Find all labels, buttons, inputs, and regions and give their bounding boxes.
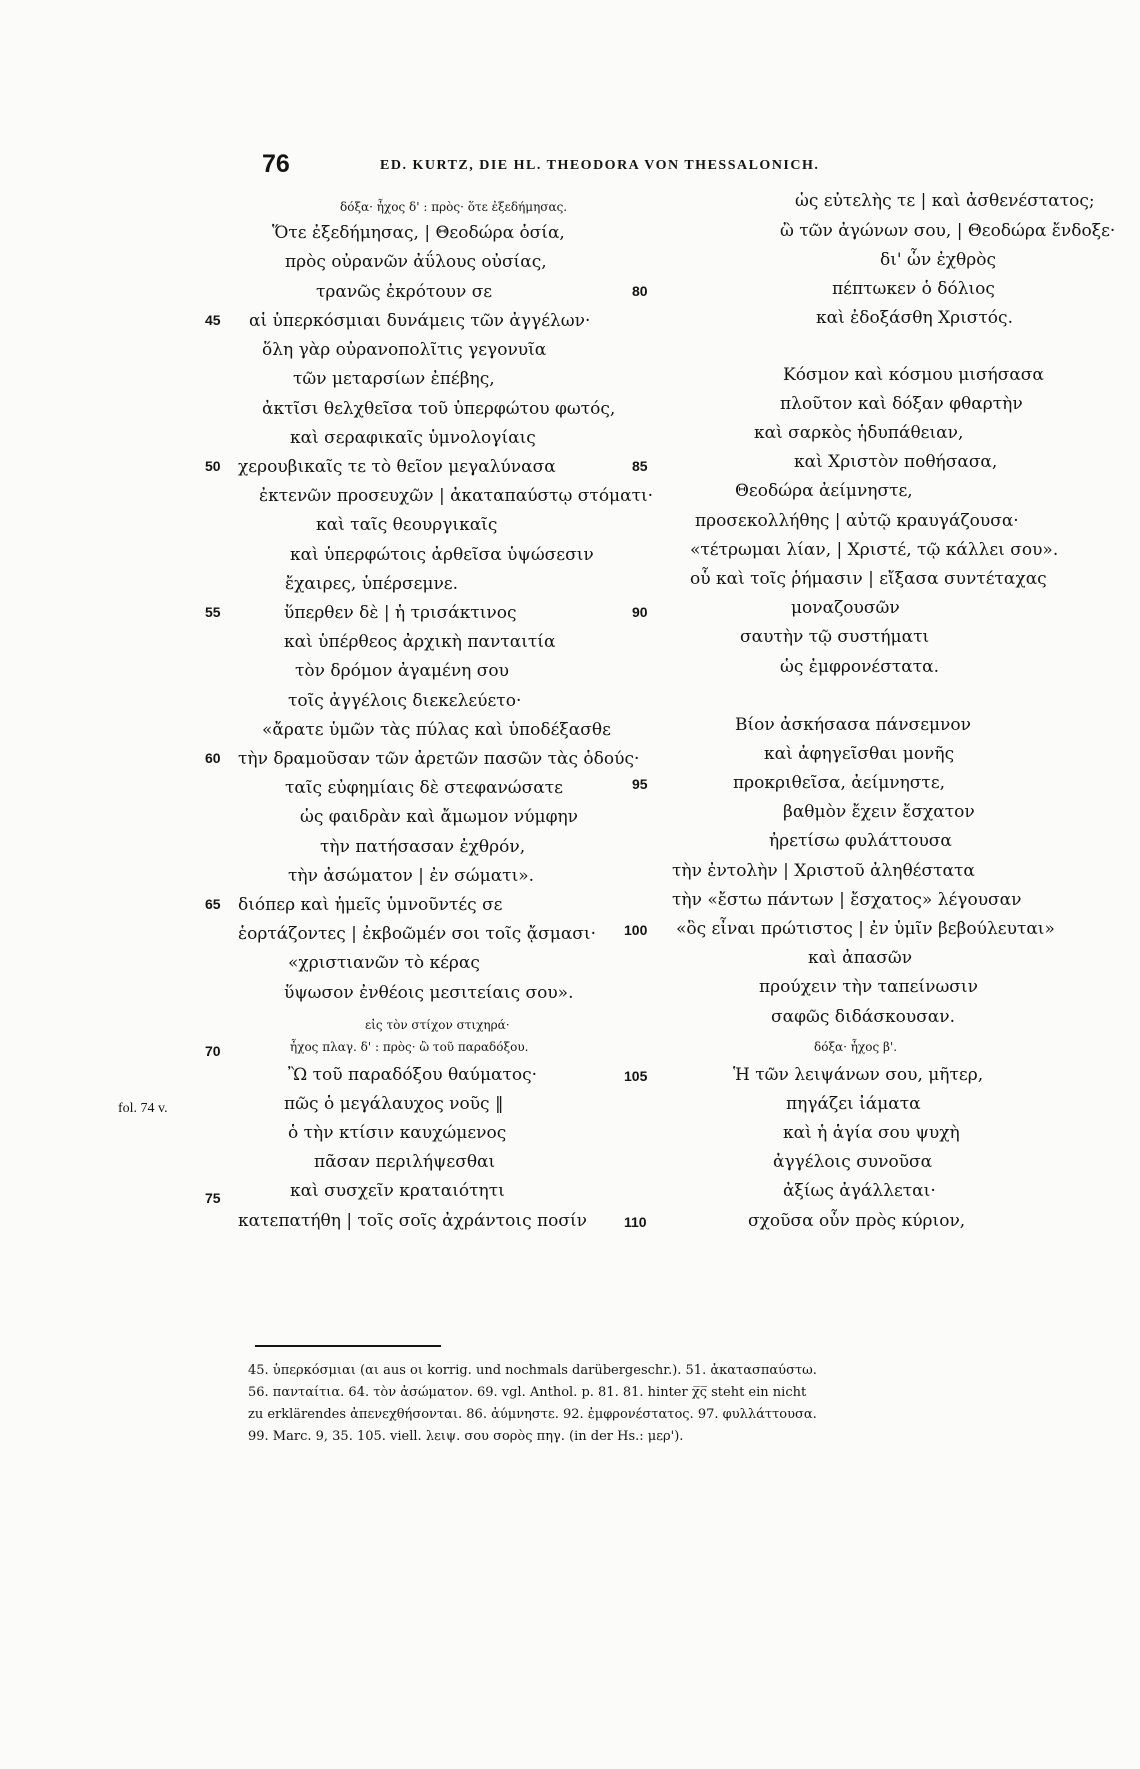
folio-marker: fol. 74 v. — [118, 1101, 168, 1116]
verse-line: καὶ συσχεῖν κραταιότητι — [290, 1181, 505, 1201]
verse-line: Ἡ τῶν λειψάνων σου, μῆτερ, — [733, 1065, 984, 1085]
footnote-line: 56. πανταίτια. 64. τὸν ἀσώματον. 69. vgl. Anthol. p. 81. 81. hinter χ̅ς̅ steht ein nicht — [248, 1385, 807, 1400]
verse-line: καὶ Χριστὸν ποθήσασα, — [794, 452, 998, 472]
line-number: 55 — [205, 604, 221, 620]
footnote-line: 45. ὑπερκόσμιαι (αι aus οι korrig. und nochmals darübergeschr.). 51. ἀκατασπαύστω. — [248, 1363, 817, 1378]
verse-line: καὶ ἀφηγεῖσθαι μονῆς — [764, 744, 955, 764]
verse-line: «ὃς εἶναι πρώτιστος | ἐν ὑμῖν βεβούλευται» — [676, 919, 1055, 939]
verse-line: καὶ ἀπασῶν — [808, 948, 913, 968]
line-number: 95 — [632, 776, 648, 792]
verse-line: ὁ τὴν κτίσιν καυχώμενος — [288, 1123, 507, 1143]
verse-line: «χριστιανῶν τὸ κέρας — [288, 953, 480, 973]
rubric: δόξα· ἦχος β'. — [814, 1040, 898, 1054]
verse-line: Βίον ἀσκήσασα πάνσεμνον — [735, 715, 971, 735]
rubric: ἦχος πλαγ. δ' : πρὸς· ὢ τοῦ παραδόξου. — [290, 1040, 529, 1054]
verse-line: ὡς φαιδρὰν καὶ ἄμωμον νύμφην — [300, 807, 579, 827]
verse-line: τῶν μεταρσίων ἐπέβης, — [293, 369, 495, 389]
page-header — [262, 150, 982, 190]
line-number: 70 — [205, 1043, 221, 1059]
verse-line: πῶς ὁ μεγάλαυχος νοῦς ‖ — [284, 1094, 504, 1114]
footnote-line: zu erklärendes ἀπενεχθήσονται. 86. ἀύμνηστε. 92. ἐμφρονέστατος. 97. φυλλάττουσα. — [248, 1407, 817, 1422]
verse-line: «ἄρατε ὑμῶν τὰς πύλας καὶ ὑποδέξασθε — [262, 720, 611, 740]
verse-line: Θεοδώρα ἀείμνηστε, — [735, 481, 913, 501]
verse-line: ἀγγέλοις συνοῦσα — [773, 1152, 933, 1172]
verse-line: πρὸς οὐρανῶν ἀΰλους οὐσίας, — [285, 252, 547, 272]
verse-line: ὢ τῶν ἀγώνων σου, | Θεοδώρα ἔνδοξε· — [780, 221, 1116, 241]
verse-line: καὶ σαρκὸς ἡδυπάθειαν, — [754, 423, 964, 443]
line-number: 50 — [205, 458, 221, 474]
verse-line: σαφῶς διδάσκουσαν. — [771, 1007, 956, 1027]
page-number: 76 — [262, 150, 290, 178]
verse-line: ταῖς εὐφημίαις δὲ στεφανώσατε — [285, 778, 563, 798]
verse-line: ἔχαιρες, ὑπέρσεμνε. — [285, 574, 459, 594]
verse-line: ἐκτενῶν προσευχῶν | ἀκαταπαύστῳ στόματι· — [259, 486, 654, 506]
footnote-rule — [255, 1345, 441, 1347]
verse-line: αἱ ὑπερκόσμιαι δυνάμεις τῶν ἀγγέλων· — [249, 311, 591, 331]
line-number: 105 — [624, 1068, 648, 1084]
verse-line: μοναζουσῶν — [791, 598, 900, 618]
verse-line: ὡς εὐτελὴς τε | καὶ ἀσθενέστατος; — [795, 191, 1095, 211]
verse-line: πέπτωκεν ὁ δόλιος — [832, 279, 995, 299]
line-number: 110 — [624, 1214, 647, 1230]
left-heading: δόξα· ἦχος δ' : πρὸς· ὅτε ἐξεδήμησας. — [340, 200, 568, 214]
verse-line: βαθμὸν ἔχειν ἔσχατον — [783, 802, 975, 822]
footnotes — [248, 1360, 1058, 1448]
verse-line: ὅλη γὰρ οὐρανοπολῖτις γεγονυῖα — [262, 340, 547, 360]
verse-line: προσεκολλήθης | αὐτῷ κραυγάζουσα· — [695, 511, 1019, 531]
line-number: 75 — [205, 1190, 221, 1206]
line-number: 80 — [632, 283, 648, 299]
verse-line: πλοῦτον καὶ δόξαν φθαρτὴν — [780, 394, 1023, 414]
verse-line: «τέτρωμαι λίαν, | Χριστέ, τῷ κάλλει σου». — [690, 540, 1059, 560]
verse-line: Ὢ τοῦ παραδόξου θαύματος· — [288, 1065, 538, 1085]
verse-line: ἀξίως ἀγάλλεται· — [783, 1181, 936, 1201]
verse-line: τρανῶς ἐκρότουν σε — [316, 282, 493, 302]
verse-line: τὴν ἐντολὴν | Χριστοῦ ἀληθέστατα — [672, 861, 975, 881]
verse-line: ὕψωσον ἐνθέοις μεσιτείαις σου». — [284, 983, 574, 1003]
line-number: 85 — [632, 458, 648, 474]
verse-line: τὴν δραμοῦσαν τῶν ἀρετῶν πασῶν τὰς ὁδούς· — [238, 749, 640, 769]
verse-line: τὴν πατήσασαν ἐχθρόν, — [320, 837, 526, 857]
verse-line: τὴν ἀσώματον | ἐν σώματι». — [288, 866, 535, 886]
verse-line: καὶ ἐδοξάσθη Χριστός. — [816, 308, 1013, 328]
verse-line: ὡς ἐμφρονέστατα. — [780, 657, 940, 677]
line-number: 60 — [205, 750, 221, 766]
verse-line: δι' ὧν ἐχθρὸς — [880, 250, 996, 270]
verse-line: καὶ σεραφικαῖς ὑμνολογίαις — [290, 428, 536, 448]
verse-line: τοῖς ἀγγέλοις διεκελεύετο· — [288, 691, 522, 711]
verse-line: πᾶσαν περιλήψεσθαι — [314, 1152, 496, 1172]
verse-line: καὶ ταῖς θεουργικαῖς — [316, 515, 498, 535]
line-number: 90 — [632, 604, 648, 620]
verse-line: τὴν «ἔστω πάντων | ἔσχατος» λέγουσαν — [672, 890, 1022, 910]
verse-line: Ὅτε ἐξεδήμησας, | Θεοδώρα ὁσία, — [272, 223, 565, 243]
verse-line: πηγάζει ἰάματα — [786, 1094, 921, 1114]
rubric: εἰς τὸν στίχον στιχηρά· — [365, 1018, 510, 1032]
verse-line: τὸν δρόμον ἀγαμένη σου — [295, 661, 509, 681]
line-number: 65 — [205, 896, 221, 912]
verse-line: ὕπερθεν δὲ | ἡ τρισάκτινος — [284, 603, 517, 623]
verse-line: οὗ καὶ τοῖς ῥήμασιν | εἴξασα συντέταχας — [690, 569, 1047, 589]
verse-line: ἀκτῖσι θελχθεῖσα τοῦ ὑπερφώτου φωτός, — [262, 399, 616, 419]
verse-line: διόπερ καὶ ἡμεῖς ὑμνοῦντές σε — [238, 895, 503, 915]
verse-line: καὶ ἡ ἁγία σου ψυχὴ — [783, 1123, 960, 1143]
footnote-line: 99. Marc. 9, 35. 105. viell. λειψ. σου σορὸς πηγ. (in der Hs.: μερ'). — [248, 1429, 684, 1444]
verse-line: κατεπατήθη | τοῖς σοῖς ἀχράντοις ποσίν — [238, 1211, 588, 1231]
verse-line: καὶ ὑπέρθεος ἀρχικὴ πανταιτία — [284, 632, 556, 652]
verse-line: προύχειν τὴν ταπείνωσιν — [759, 977, 978, 997]
verse-line: χερουβικαῖς τε τὸ θεῖον μεγαλύνασα — [238, 457, 556, 477]
verse-line: ἑορτάζοντες | ἐκβοῶμέν σοι τοῖς ᾄσμασι· — [238, 924, 596, 944]
verse-line: σαυτὴν τῷ συστήματι — [740, 627, 930, 647]
verse-line: προκριθεῖσα, ἀείμνηστε, — [733, 773, 946, 793]
line-number: 100 — [624, 922, 648, 938]
verse-line: καὶ ὑπερφώτοις ἀρθεῖσα ὑψώσεσιν — [290, 545, 594, 565]
verse-line: ἠρετίσω φυλάττουσα — [769, 831, 952, 851]
running-head: ED. KURTZ, DIE HL. THEODORA VON THESSALONICH. — [380, 158, 820, 173]
verse-line: Κόσμον καὶ κόσμου μισήσασα — [783, 365, 1044, 385]
verse-line: σχοῦσα οὖν πρὸς κύριον, — [748, 1211, 966, 1231]
line-number: 45 — [205, 312, 221, 328]
